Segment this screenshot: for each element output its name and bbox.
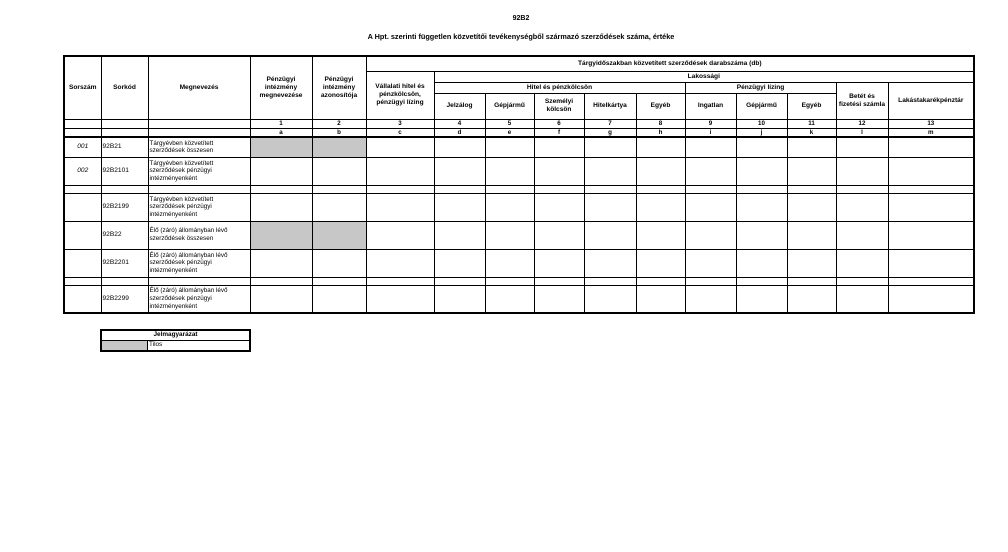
header-hitelkartya: Hitelkártya [584,93,636,119]
header-megnevezes: Megnevezés [148,56,250,119]
form-code: 92B2 [512,15,530,22]
row-sorkod: 92B21 [101,137,148,157]
col-letter: l [836,128,888,137]
row-sorkod: 92B2199 [101,193,148,221]
data-table [63,55,975,314]
data-cell[interactable] [366,285,434,313]
forbidden-cell [312,221,366,249]
data-cell[interactable] [636,249,685,277]
column-number-row [64,119,974,128]
data-cell[interactable] [685,193,736,221]
data-cell[interactable] [685,157,736,185]
data-cell[interactable] [434,157,485,185]
header-ingatlan: Ingatlan [685,93,736,119]
data-cell[interactable] [312,249,366,277]
data-cell[interactable] [434,193,485,221]
col-letter: m [888,128,974,137]
data-cell[interactable] [836,157,888,185]
data-cell[interactable] [836,137,888,157]
header-gepjarmu-lizing: Gépjármű [736,93,787,119]
data-cell[interactable] [787,285,836,313]
col-letter: d [434,128,485,137]
data-cell[interactable] [836,249,888,277]
data-cell[interactable] [485,157,534,185]
row-megnevezes: Élő (záró) állományban lévő szerződések pénzügyi intézményenként [148,285,250,313]
data-cell[interactable] [736,221,787,249]
data-cell[interactable] [534,137,584,157]
data-cell[interactable] [584,193,636,221]
table-row [64,221,974,249]
data-cell[interactable] [584,285,636,313]
row-sorszam [64,221,101,249]
header-intezmeny-azonositoja: Pénzügyi intézmény azonosítója [312,56,366,119]
row-megnevezes: Élő (záró) állományban lévő szerződések pénzügyi intézményenként [148,249,250,277]
data-cell[interactable] [636,285,685,313]
data-cell[interactable] [736,193,787,221]
row-sorszam: 002 [64,157,101,185]
data-cell[interactable] [736,285,787,313]
data-cell[interactable] [685,137,736,157]
row-sorszam: 001 [64,137,101,157]
col-number: 6 [534,119,584,128]
data-cell[interactable] [584,157,636,185]
data-cell[interactable] [534,221,584,249]
table-spacer-row [64,185,974,193]
data-cell[interactable] [787,137,836,157]
table-row [64,285,974,313]
row-sorkod: 92B2101 [101,157,148,185]
forbidden-cell [250,221,312,249]
header-intezmeny-megnevezese: Pénzügyi intézmény megnevezése [250,56,312,119]
data-cell[interactable] [584,221,636,249]
row-megnevezes: Élő (záró) állományban lévő szerződések összesen [148,221,250,249]
header-szemelyi-kolcson: Személyi kölcsön [534,93,584,119]
data-cell[interactable] [836,221,888,249]
data-cell[interactable] [534,157,584,185]
legend-forbidden-label: Tilos [148,341,251,352]
data-cell[interactable] [888,221,974,249]
col-letter: a [250,128,312,137]
header-betet: Betét és fizetési számla [836,82,888,119]
data-cell[interactable] [366,137,434,157]
col-letter: i [685,128,736,137]
forbidden-cell [250,137,312,157]
header-vallalati: Vállalati hitel és pénzkölcsön, pénzügyi lízing [366,71,434,119]
data-cell[interactable] [434,285,485,313]
data-cell[interactable] [366,221,434,249]
table-row [64,137,974,157]
col-letter: k [787,128,836,137]
col-number: 7 [584,119,636,128]
row-sorszam [64,285,101,313]
col-number: 1 [250,119,312,128]
forbidden-cell [312,137,366,157]
data-cell[interactable] [434,221,485,249]
data-cell[interactable] [636,137,685,157]
data-cell[interactable] [250,193,312,221]
data-cell[interactable] [685,285,736,313]
table-row [64,249,974,277]
data-cell[interactable] [584,249,636,277]
row-sorkod: 92B2201 [101,249,148,277]
header-penzugyi-lizing: Pénzügyi lízing [685,82,836,93]
col-number: 3 [366,119,434,128]
header-egyeb: Egyéb [636,93,685,119]
data-cell[interactable] [787,157,836,185]
table-row [64,193,974,221]
data-cell[interactable] [787,221,836,249]
data-cell[interactable] [485,137,534,157]
row-megnevezes: Tárgyévben közvetített szerződések pénzügyi intézményenként [148,157,250,185]
data-cell[interactable] [888,157,974,185]
data-cell[interactable] [534,249,584,277]
data-cell[interactable] [434,249,485,277]
header-lakastakarek: Lakástakarékpénztár [888,82,974,119]
data-cell[interactable] [736,157,787,185]
data-cell[interactable] [434,137,485,157]
col-letter: c [366,128,434,137]
col-letter: h [636,128,685,137]
row-sorszam [64,249,101,277]
data-cell[interactable] [485,221,534,249]
data-cell[interactable] [787,249,836,277]
col-number: 5 [485,119,534,128]
col-number: 4 [434,119,485,128]
col-number: 9 [685,119,736,128]
data-cell[interactable] [250,157,312,185]
header-gepjarmu: Gépjármű [485,93,534,119]
data-cell[interactable] [366,249,434,277]
data-cell[interactable] [836,193,888,221]
data-cell[interactable] [366,193,434,221]
table-spacer-row [64,277,974,285]
data-cell[interactable] [888,193,974,221]
data-cell[interactable] [888,285,974,313]
header-sorszam: Sorszám [64,56,101,119]
data-cell[interactable] [736,249,787,277]
col-letter: j [736,128,787,137]
data-cell[interactable] [787,193,836,221]
header-hitel-penzkolcson: Hitel és pénzkölcsön [434,82,685,93]
col-number: 13 [888,119,974,128]
table-row [64,157,974,185]
data-cell[interactable] [485,193,534,221]
row-megnevezes: Tárgyévben közvetített szerződések pénzügyi intézményenként [148,193,250,221]
data-cell[interactable] [534,285,584,313]
data-cell[interactable] [736,137,787,157]
col-letter: f [534,128,584,137]
header-sorkod: Sorkód [101,56,148,119]
col-letter: e [485,128,534,137]
col-letter: b [312,128,366,137]
data-cell[interactable] [312,193,366,221]
col-number: 2 [312,119,366,128]
data-cell[interactable] [250,285,312,313]
form-title: A Hpt. szerinti független közvetítői tevékenységből származó szerződések száma, értéke [367,32,675,41]
col-number: 12 [836,119,888,128]
legend-title: Jelmagyarázat [101,330,250,341]
col-number: 10 [736,119,787,128]
row-sorkod: 92B22 [101,221,148,249]
row-sorszam [64,193,101,221]
column-letter-row [64,128,974,137]
data-cell[interactable] [534,193,584,221]
legend-forbidden-swatch [101,341,148,352]
row-megnevezes: Tárgyévben közvetített szerződések összesen [148,137,250,157]
data-cell[interactable] [888,137,974,157]
data-cell[interactable] [636,157,685,185]
header-group-title: Tárgyidőszakban közvetített szerződések darabszáma (db) [366,56,974,71]
data-cell[interactable] [584,137,636,157]
data-cell[interactable] [366,157,434,185]
header-lakossagi: Lakossági [434,71,974,82]
data-cell[interactable] [685,221,736,249]
data-cell[interactable] [485,285,534,313]
header-jelzalog: Jelzálog [434,93,485,119]
data-cell[interactable] [888,249,974,277]
data-cell[interactable] [485,249,534,277]
data-cell[interactable] [312,157,366,185]
data-cell[interactable] [636,193,685,221]
data-cell[interactable] [250,249,312,277]
row-sorkod: 92B2299 [101,285,148,313]
header-egyeb-lizing: Egyéb [787,93,836,119]
col-number: 8 [636,119,685,128]
col-letter: g [584,128,636,137]
data-cell[interactable] [636,221,685,249]
data-cell[interactable] [685,249,736,277]
data-cell[interactable] [312,285,366,313]
data-cell[interactable] [836,285,888,313]
col-number: 11 [787,119,836,128]
legend-table [100,329,251,352]
